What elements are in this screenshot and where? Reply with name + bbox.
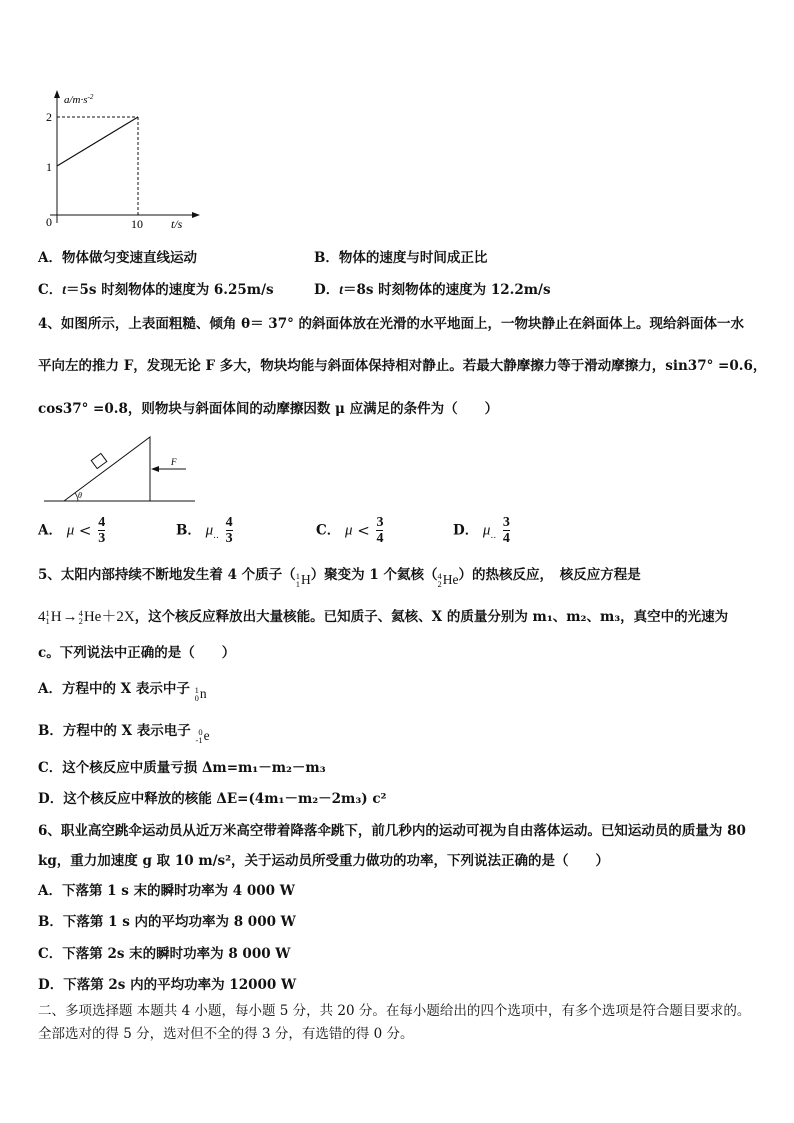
q5-line-3: c。下列说法中正确的是（ ）	[38, 645, 236, 661]
neutron-symbol: 1 0 n	[194, 685, 207, 703]
q6-option-d: D．下落第 2s 内的平均功率为 12000 W	[38, 977, 297, 993]
y-tick-2: 2	[46, 110, 52, 124]
data-line	[57, 117, 138, 166]
fraction-3-4: $\frac{3}{4}$	[376, 515, 384, 546]
q4-option-c: C． μ < $\frac{3}{4}$	[316, 515, 384, 546]
q4-option-d: D． $\mu_{..}$ $\frac{3}{4}$	[453, 515, 510, 546]
force-arrow-head	[151, 466, 159, 472]
q6-option-b: B．下落第 1 s 内的平均功率为 8 000 W	[38, 914, 296, 930]
origin-label: 0	[46, 215, 52, 229]
q6-option-c: C．下落第 2s 末的瞬时功率为 8 000 W	[38, 946, 291, 962]
reaction-equation: 4 1 1 H → 4 2 He ＋2X	[38, 608, 135, 626]
x-tick-10: 10	[131, 217, 143, 231]
x-axis-arrow	[192, 212, 200, 218]
fraction-4-3: $\frac{4}{3}$	[225, 515, 233, 546]
q6-line-1: 6、职业高空跳伞运动员从近万米高空带着降落伞跳下，前几秒内的运动可视为自由落体运动。已知运动员的质量为 80	[38, 823, 746, 839]
fraction-3-4: $\frac{3}{4}$	[502, 515, 510, 546]
force-label: F	[171, 457, 177, 467]
q5-option-b: B．方程中的 X 表示电子 0 -1 e	[38, 723, 210, 745]
q5-option-c: C．这个核反应中质量亏损 Δm=m₁－m₂－m₃	[38, 760, 326, 776]
block	[91, 453, 107, 468]
section2-line-1: 二、多项选择题 本题共 4 小题，每小题 5 分，共 20 分。在每小题给出的四个选项中，有多个选项是符合题目要求的。	[38, 1003, 751, 1019]
q5-line-2: 4 1 1 H → 4 2 He ＋2X ，这个核反应释放出大量核能。已知质子、氦核、X 的质量分别为 m₁、m₂、m₃，真空中的光速为	[38, 608, 729, 626]
q6-option-a: A．下落第 1 s 末的瞬时功率为 4 000 W	[38, 883, 295, 899]
y-tick-1: 1	[46, 160, 52, 174]
incline-diagram	[40, 432, 200, 507]
section2-line-2: 全部选对的得 5 分，选对但不全的得 3 分，有选错的得 0 分。	[38, 1026, 414, 1042]
y-axis-label: $a/m\cdot s^{-2}$	[64, 93, 94, 106]
theta-label: θ	[78, 491, 82, 500]
q3-option-c: C．t＝5s 时刻物体的速度为 6.25m/s	[38, 282, 274, 298]
x-axis-label: t/s	[171, 217, 183, 231]
q5-line-1: 5、太阳内部持续不断地发生着 4 个质子（ 1 1 H ）聚变为 1 个氦核（ 4 2 He ）的热核反应， 核反应方程是	[38, 567, 641, 589]
q4-line-3: cos37° =0.8，则物块与斜面体间的动摩擦因数 μ 应满足的条件为（ ）	[38, 401, 499, 417]
q3-option-d: D．t＝8s 时刻物体的速度为 12.2m/s	[314, 282, 551, 298]
fraction-4-3: $\frac{4}{3}$	[98, 515, 106, 546]
q4-line-2: 平向左的推力 F，发现无论 F 多大，物块均能与斜面体保持相对静止。若最大静摩擦力等于滑动摩擦力，sin37° =0.6，	[38, 358, 767, 374]
acceleration-time-graph	[30, 85, 210, 235]
q5-option-d: D．这个核反应中释放的核能 ΔE=(4m₁－m₂－2m₃) c²	[38, 791, 387, 807]
q3-option-a: A．物体做匀变速直线运动	[38, 250, 197, 266]
incline-body	[64, 437, 150, 501]
q4-option-a: A． μ < $\frac{4}{3}$	[38, 515, 106, 546]
q4-line-1: 4、如图所示，上表面粗糙、倾角 θ＝ 37° 的斜面体放在光滑的水平地面上，一物块静止在斜面体上。现给斜面体一水	[38, 316, 745, 332]
y-axis-arrow	[54, 90, 60, 98]
proton-symbol: 1 1 H	[295, 571, 311, 589]
helium-symbol: 4 2 He	[437, 571, 459, 589]
q3-option-b: B．物体的速度与时间成正比	[314, 250, 488, 266]
q6-line-2: kg，重力加速度 g 取 10 m/s²，关于运动员所受重力做功的功率，下列说法正确的是（ ）	[38, 853, 610, 869]
electron-symbol: 0 -1 e	[195, 727, 210, 745]
q4-option-b: B． $\mu_{..}$ $\frac{4}{3}$	[176, 515, 233, 546]
q5-option-a: A．方程中的 X 表示中子 1 0 n	[38, 681, 207, 703]
